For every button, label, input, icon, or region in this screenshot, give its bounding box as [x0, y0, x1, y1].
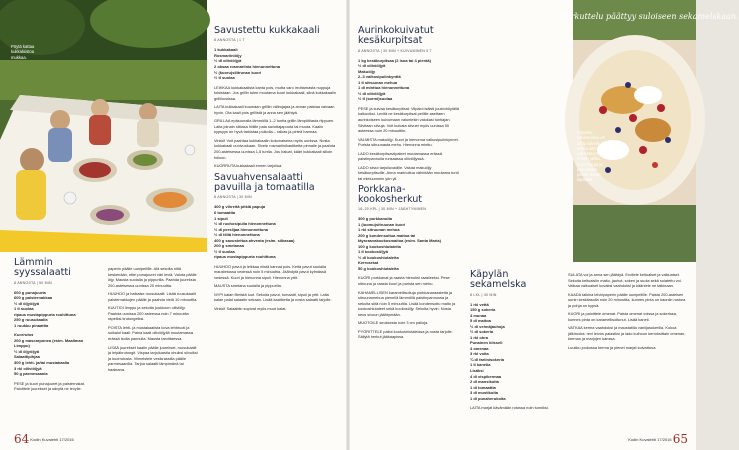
ingredient: 100 g kookoshiutaleita [358, 243, 401, 249]
ingredient: ½ dl tilliä hienonnettuna [214, 232, 260, 238]
ingredient: 600 g palsternakkaa [14, 295, 53, 301]
recipe-meta: 8 LKL | 40 MIN [470, 292, 497, 297]
recipe-column-2 [108, 266, 200, 375]
ingredient: ½ dl öljyöljyä [14, 348, 40, 354]
page-number: 64 [14, 432, 30, 446]
ingredient: ½ dl sokeria [470, 329, 494, 335]
ingredient: 200 g mascarponea (esim. Maailman Limppu) [14, 337, 84, 349]
ingredient: ½ dl kookoshiutaleita [358, 254, 399, 260]
ingredient: 50 g kookoshiutaleita [358, 265, 399, 271]
ingredient: 6 tomaattia [214, 209, 236, 215]
ingredient: ½ dl oliiviöljyä [358, 90, 386, 96]
recipe-meta: 8 ANNOSTA | 1 T [214, 38, 245, 43]
ingredient: ½ dl oliiviöljyä [358, 63, 386, 69]
ingredient: Punainen kiisseli [470, 340, 503, 346]
ingredient: ripaus mustapippuria rouhittuna [214, 254, 276, 260]
ingredient: ½ dl ruohosipulia hienonnettuna [214, 221, 276, 227]
method-paragraph: MAUSTA smetana suolalla ja pippurilla. [214, 283, 282, 289]
ingredient: 300 g lehti- ja/tai mustakaalia [14, 360, 70, 365]
garden-dinner-photo [0, 0, 207, 252]
method-paragraph: Luukku joukossa kerma ja pienet marjat kuivattuna. [568, 345, 657, 351]
ingredient-subhead: Kuorrutus [14, 332, 34, 338]
ingredient: 4 omenaa [470, 345, 489, 351]
ingredient: 3 rkl oliiviöljyä [14, 365, 42, 371]
recipe-title: Lämmin syyssalaatti [14, 257, 71, 279]
ingredient: 200 g smetanaa [214, 243, 244, 249]
ingredient-list [14, 290, 100, 329]
page-folio [14, 432, 74, 446]
ingredient: 1 kukkakaali [214, 47, 238, 53]
ingredient-list [14, 338, 100, 377]
ingredient: 1 ruukku pinaattia [14, 322, 49, 328]
magazine-issue: Kodin Kuvalehti 17/2016 [628, 437, 672, 442]
ingredient: 4 dl vispikermaa [470, 373, 502, 379]
method-paragraph: PESE ja kuori punajuuret ja palsternakat. Paloittele juurekset ja sävytä ne levylle. [14, 380, 85, 392]
ingredient-list [214, 204, 338, 259]
recipe-title: Savustettu kukkakaali [214, 25, 320, 36]
recipe-column-5 [470, 270, 552, 414]
ingredient: 400 g vihreitä pitkiä papuja [214, 204, 266, 210]
ingredient: 1 tl sitruunan mehua [358, 79, 398, 85]
method-paragraph: LADO siivut tarjoiluvadille. Valuta makuöljy kesäkurpitsoille. Anna marinoitua vähintään muutama tunti tai mieluummin yön yli. [358, 164, 459, 181]
magazine-issue: Kodin Kuvalehti 17/2016 [30, 437, 74, 442]
ingredient: ripaus mustapippuria rouhittuna [14, 311, 76, 317]
ingredient: Lisäksi [470, 368, 484, 373]
method-paragraph: LAITA kukkakaali kuumaan grilliin välirujajaa ja annan paistaa vaivaan hyvin. Ota kaali pois grillistä ja anna sen jäähtyä. [214, 104, 335, 115]
page-number: 65 [672, 432, 688, 446]
method-paragraph: LAITA marjat kävämään rotossa noin tunniksi. [470, 405, 549, 411]
ingredient: 600 g punajuuria [14, 289, 46, 295]
method-paragraph: KUORI porkkanat ja raasta hienoksi raasteeksi. Pese sitruuna ja raasta kuori ja purista sen mehu. [358, 275, 450, 287]
ingredient: 1 rkl vettä [470, 301, 489, 307]
method-paragraph: LISÄÄ juurekset kaalin päälle juurekset, ruusukaalit ja leipäkrutongit. Vispaa tarjoiluastia ohuiksi siivuiksi ja kuorrutusta. Viimeistele vesikrassilla päälle parmesaanilla. Tarjoa salaatti lämpimänä tai haaleana. [108, 344, 198, 372]
ingredient: ¾ dl fariinisokeria [470, 356, 505, 362]
method-paragraph: MUOTOILE seoksesta noin 3 cm palloja. [358, 320, 429, 326]
ingredient: 250 g ruusukaalia [14, 317, 48, 323]
ingredient: 1 tl kookosöljyä [358, 249, 389, 255]
ingredient: 3 dl mustikoita [470, 390, 499, 396]
recipe-meta: 8 ANNOSTA | 50 MIN [14, 280, 52, 285]
method-paragraph: LADO kesäkurpitsaviipaleet muutamassa erässä paistinpannulla runsaassa oliiviöljyssä. [358, 150, 442, 162]
ingredient: 400 g savustettua ahventa (esim. siikasaa) [214, 237, 295, 243]
method-paragraph: VALMISTA makuöljy. Kuori ja hienonna valkosipulinkynnet. Purista sitruunasta mehu. Hienonna minttu. [358, 136, 459, 148]
photo-caption: Käpylän-sekamelska on tehty talvelle, koska sitä voi valmistaa myös ennen juhlia. Aina marjat ja pala päälle pienen kiven kipsissä. [577, 130, 606, 183]
ingredient: 50 g parmesaania [14, 371, 48, 377]
method-paragraph: KAHAMELLISEN karamellisoituja porkkanaraastetta ja sitruunamehua pienellä lämmöllä paistinpannussa ja sekoita siitä noin 5 minuuttia. Lisää kondensoitu maito ja kookoshiutaleet sekä kookosöljy. Sekoita hyvin. Nosta seos sivuun jäähtymään. [358, 289, 456, 317]
ingredient: ½ tl suolaa [214, 75, 235, 81]
method-paragraph: PESE ja kuivaa kesäkurpitsat. Viipaloi isäisti juustohöylällä kalkuviksi. Levitä ne kesäkurpitsat pellille asettaen aurinkoiseen kuivumaan valuntekin valokasi tuntiajan. Siivitaan siivuja. Voit kuivata siivuet myös uunissa 50 asteessa noin 20 minuuttiin. [358, 105, 459, 134]
method-paragraph: LEIKKAA kukkakaalista kanta pois, mutta varo irrottamasta nuppuja toisistaan. Jos grillin tulee muutama kuori kukkakaali, siinä kukkakaalin grilliluvuissa. [214, 84, 336, 101]
ingredient-list [470, 302, 552, 401]
ingredient: 1 dl tomaattia [470, 384, 496, 390]
ingredient: Makuöljy [358, 68, 376, 74]
ingredient: 2–3 valkosipulinkynttä [358, 74, 401, 80]
ingredient-list [358, 216, 460, 271]
method-paragraph: KAADA taikina leivinpaperin päälle uunipellille. Paista 200-asteisen uunin keskitasolla noin 20 minuuttia, kunnes pinta on kauniin ruskea ja pohja on kypsä. [568, 291, 686, 308]
ingredient: 1 dl minttua hienonnettuna [358, 85, 410, 91]
method-paragraph: paperin päälle uunipellille. Alä sekoita niitä keskenään, ettei punajuuret väri leviä. Valuta päälle öljy. Mausta suolalla ja pippurilla. Paahda juureksia 200-asteisessa uunissa 20 minuuttia. [108, 266, 197, 288]
method-paragraph: HUUHDO pavut ja leikkaa niistä kannat pois. Keitä pavut suolalla maustetussa vedessä noin 5 minuuttia. Jäähdytä pavut kylmässä vedessä. Kuori ja hienonna sipuli. Hienonna yrtit. [214, 263, 327, 280]
method-paragraph: NYPI kalan filetistä luut. Sekoita pavut, tomaatit, sipuli ja yrtit. Laita kalan palat salaatin sekaan. Lisää kastiketta ja nosta salaatti tarjolle. [214, 291, 332, 303]
method-paragraph: HUUHDO ja halkaise ruusukaalit. Lisää ruusukaalit palsternakkojen päälle ja paahda vielä 10 minuuttia. [108, 291, 198, 302]
recipe-column-6 [568, 272, 688, 354]
ingredient: ½ (kuoru)silitrunan kuori [214, 69, 262, 75]
ingredient: 300 g porkkanoita [358, 216, 393, 222]
page-folio [628, 432, 688, 446]
recipe-meta: 16–20 KPL | 30 MIN + JÄÄHTYMINEN [358, 207, 427, 212]
recipe-title: Porkkana-kookosherkut [358, 183, 423, 205]
ingredient: ½ tl suolaa [214, 248, 235, 254]
ingredient: 1 tl suolaa [14, 306, 34, 312]
method-paragraph: KUUTIOI limppu ja sekoita joukkoon oliiviöljy. Paahda uunissa 200 asteessa noin 7 minuuttia rapeiksi krutongeiksi. [108, 305, 189, 322]
ingredient: 200 g kondensoitua maitoa tai täysrasvakookosmaitoa (esim. Santa Maria) [358, 232, 441, 244]
ingredient: ½ dl oliiviöljyä [214, 58, 242, 64]
ingredient-list [358, 58, 460, 102]
tip-paragraph: Vinkki! Salaattiin sopivat myös muut kalat. [214, 305, 287, 311]
ingredient: 1 tl kanelia [470, 362, 491, 368]
ingredient: 1 rkl ohra [470, 334, 489, 340]
ingredient: 5 dl maitoa [470, 318, 491, 324]
recipe-title: Aurinkokuivatut kesäkurpitsat [358, 25, 434, 47]
recipe-meta: 8 ANNOSTA | 30 MIN + KUIVUMINEN 5 T [358, 48, 433, 53]
ingredient: 1 kg kesäkurpitsaa (2 isoa tai 4 pientä) [358, 57, 431, 63]
recipe-column-1 [14, 258, 100, 395]
ingredient: 1 (luomu)sitruunan kuori [358, 221, 406, 227]
method-paragraph: SULATA voi ja anna sen jäähtyä. Erottele keltuaiset ja valkuaiset. Sekoita keltuaisiin maito, jauhot, sokeri ja suola sekä sulatettu voi. Vatkaa valkuaiset kovaksi vaahdoksi ja kääntele ne taikinaan. [568, 272, 682, 289]
ingredient: 1 dl punaherukoita [470, 395, 506, 401]
recipe-meta: 8 ANNOSTA | 30 MIN [214, 195, 252, 200]
ingredient: ½ dl vehnäjauhoja [470, 323, 505, 329]
method-paragraph: KUORRUTA kukkakaali ennen tarjoilua. [214, 163, 283, 169]
method-paragraph: GRILLAA epäsuoralla lämmöllä 1–2 tuntia grillin lämpötilasta riippuen. Laita joinain siitiasa hiilille pala savuttajapuuta tai muuta. Kaalin kypsyys on hyvä tarkistaa puikolla – raikas ja pirteä harmaa. [214, 118, 335, 135]
recipe-title: Käpylän sekamelska [470, 269, 527, 291]
ingredient-list [214, 47, 338, 80]
ingredient: Kerrosrkat [358, 260, 379, 266]
photo-headline: Herkuttelu päättyy suloiseen sekamelskaan. [559, 12, 739, 21]
ingredient: Salaattipihjaa [14, 354, 40, 360]
dessert-photo [559, 0, 739, 262]
ingredient: 150 g sokeria [470, 307, 496, 313]
ingredient: 1 sipuli [214, 215, 228, 221]
ingredient: 3 rkl voita [470, 351, 489, 357]
method-paragraph: KUORI ja paloittele omenat. Paista omenat voissa ja sokerissa, kunnes pinta on karamellisoitunut. Lisää kaneli. [568, 311, 677, 322]
left-page [0, 0, 348, 450]
ingredient: ½ dl öljyöljyä [14, 300, 40, 306]
ingredient: ½ tl (sormi)suolaa [358, 96, 393, 102]
recipe-title: Savuahvensalaatti pavuilla ja tomaatilla [214, 171, 315, 194]
method-paragraph: POISTA lehti- ja mustakaalista kova lehtiruoti ja suikaloi kaali. Paina kaali oliiviöljyllä muutamassa erässä isolla pannulla. Mausta tarvittaessa. [108, 324, 193, 342]
recipe-column-4 [358, 26, 460, 343]
recipe-column-3 [214, 26, 338, 314]
ingredient: 2 dl mansikoita [470, 379, 499, 385]
ingredient: ½ dl persiljaa hienonnettuna [214, 226, 269, 232]
photo-caption: Pöytä kattaa kukkaloistoa mukkaa. [11, 44, 35, 60]
ingredient: 2 oksaa rosmariinia hienonnettuna [214, 64, 281, 69]
tip-paragraph: Vinkki! Voit paahtaa kukkakaalin kokonaisena myös uunissa. Nosta kukkakaali uunivuokaan. Sivele rosmariinikastiketta pinnalle ja paahda 200-asteisessa uunissa 1,5 tuntia. Jos haluat, kääri kukkakaali silloin folioon. [214, 137, 336, 160]
ingredient: Rosmariiniöljy [214, 52, 242, 58]
ingredient: 1 rkl sitruunan mehua [358, 227, 400, 233]
method-paragraph: PYÖRITTELE pallot kookoshiutaleissa ja nosta tarjolle. Säilytä herkut jääkaapissa. [358, 328, 453, 340]
method-paragraph: VATKAA kerma vaahdoksi ja maustatilla vaniljasokerilla. Kokoa jälkiruoka: revi leivos palasiksi ja lado kulhoon kerroksittain omenan, kerman ja marjojen kanssa. [568, 325, 686, 342]
ingredient: 4 munaa [470, 312, 487, 318]
